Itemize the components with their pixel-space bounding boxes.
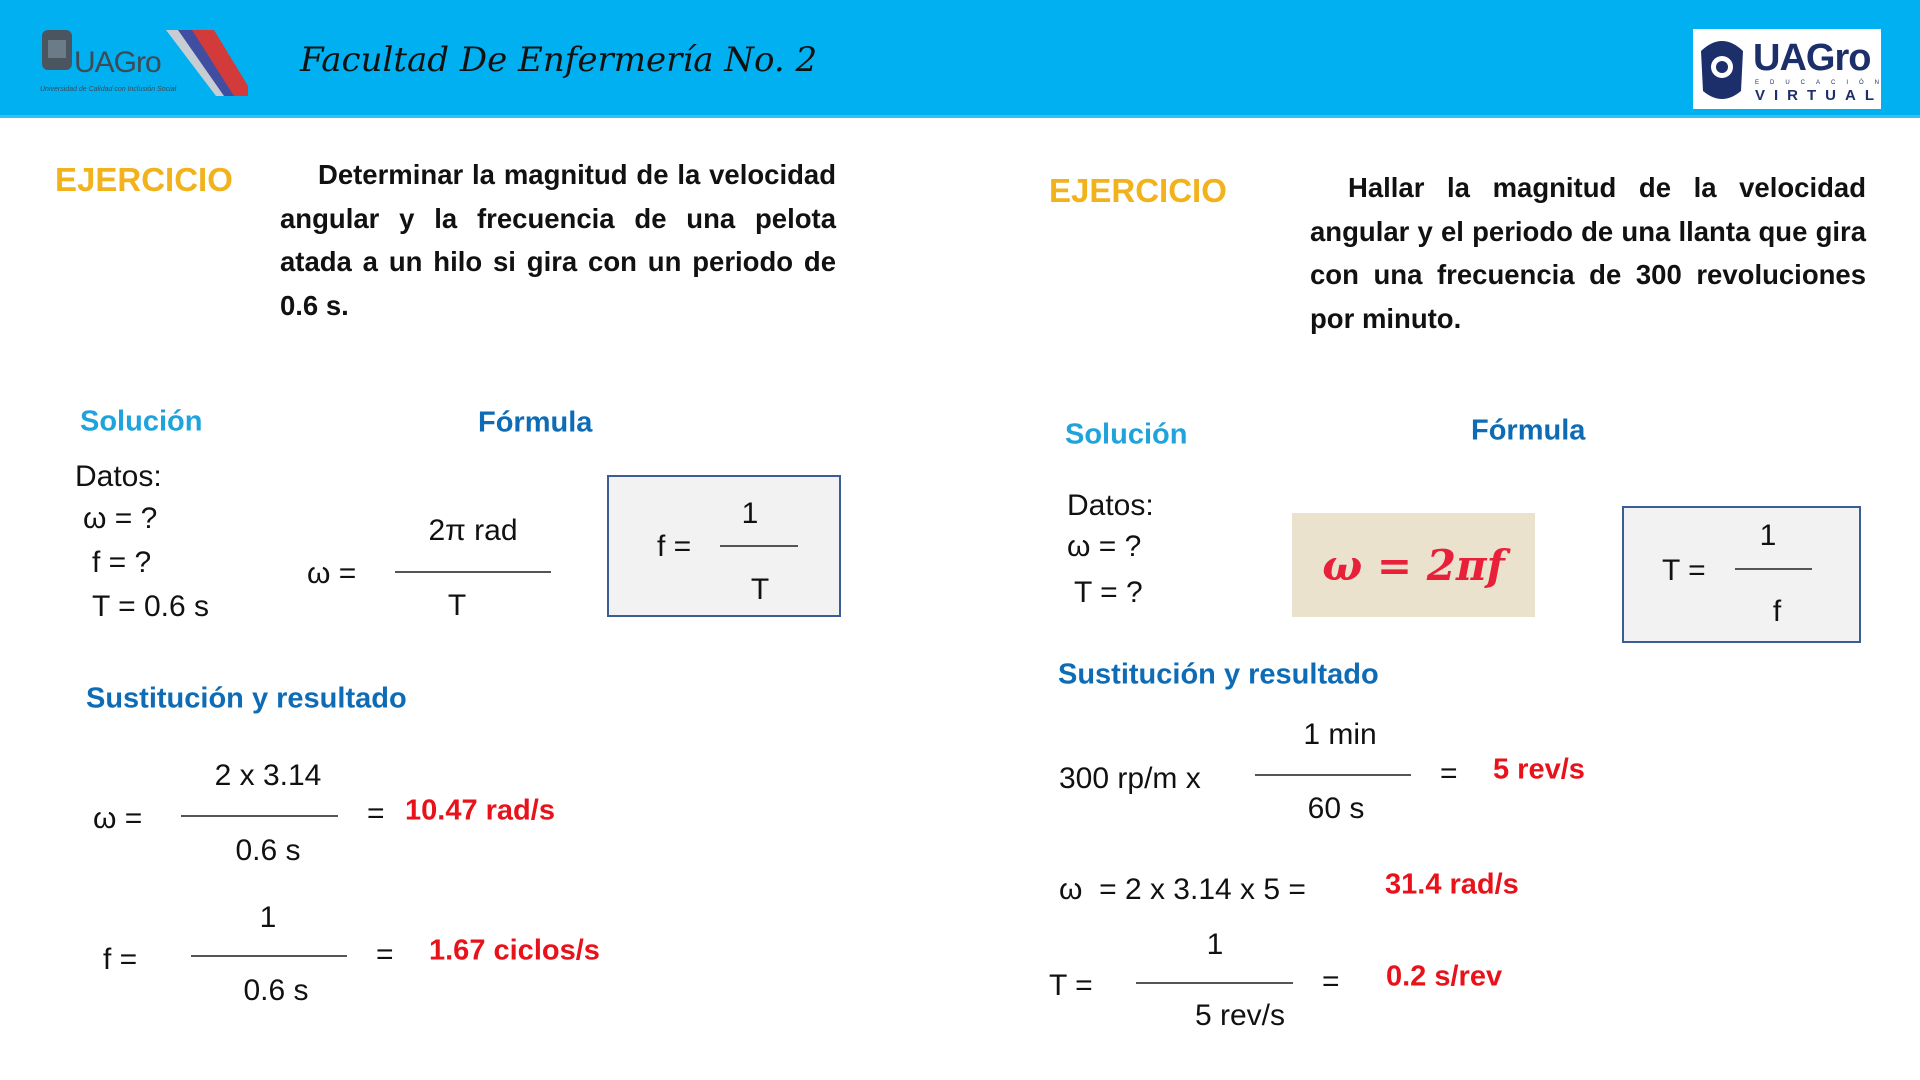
omega-formula-num: 2π rad [428,514,518,547]
omega-formula-image: ω = 2πf [1292,513,1535,617]
uagro-virtual-logo [1693,29,1891,109]
sustitucion-heading: Sustitución y resultado [86,682,407,715]
dato-omega: ω = ? [1067,530,1142,563]
f-formula-lhs: f = [657,530,692,563]
fraction-line [720,545,798,547]
omega-formula-lhs: ω = [307,557,357,590]
calc1-num: 1 min [1303,718,1377,751]
fraction-line [395,571,551,573]
fraction-line [1136,982,1293,984]
calc3-den: 5 rev/s [1194,999,1286,1032]
dato-omega: ω = ? [83,502,158,535]
fraction-line [191,955,347,957]
header-bar [0,0,1920,118]
calc1-result: 10.47 rad/s [405,794,555,827]
calc1-lhs: 300 rp/m x [1059,762,1201,795]
formula-heading: Fórmula [1471,414,1586,447]
omega-formula-den: T [447,589,467,622]
calc1-result: 5 rev/s [1493,753,1585,786]
calc2-num: 1 [259,901,277,934]
dato-f: f = ? [92,546,152,579]
dato-T: T = ? [1074,576,1143,609]
T-formula-box [1622,506,1861,643]
logo-text: UAGro [74,46,161,79]
logo-tagline: Universidad de Calidad con Inclusión Social [40,86,177,93]
fraction-line [1255,774,1411,776]
T-formula-den: f [1772,595,1782,628]
logo-text: UAGro [1753,37,1871,79]
T-formula-lhs: T = [1662,554,1706,587]
calc3-eq: = [1322,965,1340,998]
datos-label: Datos: [1067,489,1154,522]
calc2-result: 31.4 rad/s [1385,868,1519,901]
datos-label: Datos: [75,460,162,493]
f-formula-num: 1 [741,497,759,530]
calc3-lhs: T = [1049,969,1093,1002]
calc1-eq: = [367,797,385,830]
problem-statement: Determinar la magnitud de la velocidad angular y la frecuencia de una pelota atada a un hilo si gira con un periodo de 0.6 s. [280,159,836,321]
dato-T: T = 0.6 s [92,590,210,623]
page-title: Facultad De Enfermería No. 2 [300,40,818,80]
solucion-heading: Solución [80,405,203,438]
ejercicio-label: EJERCICIO [55,161,233,198]
ejercicio-label: EJERCICIO [1049,172,1227,209]
calc1-eq: = [1440,757,1458,790]
formula-heading: Fórmula [478,406,593,439]
calc1-num: 2 x 3.14 [214,759,322,792]
fraction-line [181,815,338,817]
problem-statement: Hallar la magnitud de la velocidad angular y el periodo de una llanta que gira con una frecuencia de 300 revoluciones por minuto. [1310,172,1866,334]
logo-sub: EDUCACIÓN [1755,80,1891,86]
calc1-lhs: ω = [93,802,143,835]
calc1-den: 0.6 s [235,834,301,867]
calc2-expression: ω = 2 x 3.14 x 5 = [1059,873,1306,906]
calc2-den: 0.6 s [243,974,309,1007]
logo-sub2: VIRTUAL [1755,87,1883,104]
f-formula-den: T [750,573,770,606]
calc2-lhs: f = [103,943,138,976]
calc1-den: 60 s [1307,792,1365,825]
calc2-result: 1.67 ciclos/s [429,934,600,967]
uagro-logo [38,28,248,100]
sustitucion-heading: Sustitución y resultado [1058,658,1379,691]
calc2-eq: = [376,938,394,971]
fraction-line [1735,568,1812,570]
solucion-heading: Solución [1065,418,1188,451]
calc3-num: 1 [1206,928,1224,961]
T-formula-num: 1 [1759,519,1777,552]
calc3-result: 0.2 s/rev [1386,960,1503,993]
